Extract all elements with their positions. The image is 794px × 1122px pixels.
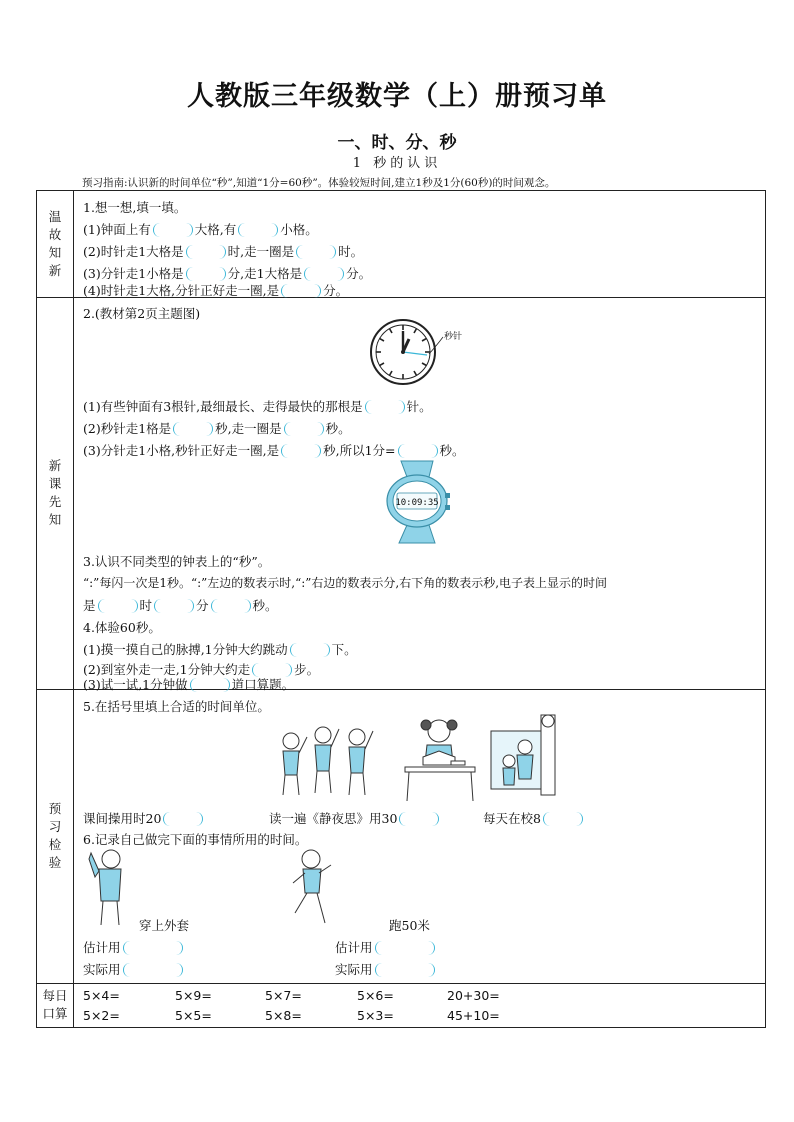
question-4-2: (2)到室外走一走,1分钟大约走 步。 — [83, 662, 320, 677]
answer-blank[interactable] — [186, 267, 226, 281]
question-1: 1.想一想,填一填。 — [83, 200, 187, 215]
new-lesson-label: 新课先知 — [37, 297, 74, 689]
daily-math-label: 每日口算 — [37, 983, 74, 1027]
answer-blank[interactable] — [153, 223, 193, 237]
daily-math-row — [37, 983, 765, 1027]
math-problem: 5×5= — [175, 1008, 212, 1023]
answer-blank[interactable] — [543, 812, 583, 826]
question-3: 3.认识不同类型的钟表上的“秒”。 — [83, 554, 271, 569]
answer-blank[interactable] — [123, 963, 183, 977]
answer-blank[interactable] — [281, 284, 321, 298]
preview-guide: 预习指南:认识新的时间单位“秒”,知道“1分=60秒”。体验较短时间,建立1秒及1分(60秒)的时间观念。 — [82, 177, 556, 189]
new-line-3: (3)分针走1小格,秒针正好走一圈,是 秒,所以1分= 秒。 — [83, 443, 465, 458]
task-label-coat: 穿上外套 — [139, 918, 190, 933]
worksheet-table — [36, 190, 766, 1028]
unit-title: 一、时、分、秒 — [337, 133, 457, 153]
analog-clock-figure — [369, 317, 481, 387]
running-child-figure — [289, 847, 337, 929]
answer-blank[interactable] — [304, 267, 344, 281]
question-3-text: “:”每闪一次是1秒。“:”左边的数表示时,“:”右边的数表示分,右下角的数表示秒,电子表上显示的时间 — [83, 576, 608, 590]
answer-blank[interactable] — [398, 444, 438, 458]
math-problem: 5×4= — [83, 988, 120, 1003]
math-problem: 5×2= — [83, 1008, 120, 1023]
coat-child-figure — [87, 847, 131, 929]
task-label-run: 跑50米 — [389, 918, 430, 933]
answer-blank[interactable] — [296, 245, 336, 259]
unit-fill-3: 每天在校8 — [483, 809, 585, 827]
digital-watch-figure — [379, 457, 459, 545]
new-line-1: (1)有些钟面有3根针,最细最长、走得最快的那根是 针。 — [83, 399, 432, 414]
review-row — [37, 191, 765, 298]
answer-blank[interactable] — [98, 599, 138, 613]
review-line-3: (3)分针走1小格是 分,走1大格是 分。 — [83, 266, 372, 281]
question-3-answer: 是 时 分 秒。 — [83, 598, 278, 613]
answer-blank[interactable] — [211, 599, 251, 613]
review-line-4: (4)时针走1大格,分针正好走一圈,是 分。 — [83, 283, 349, 298]
answer-blank[interactable] — [399, 812, 439, 826]
answer-blank[interactable] — [290, 643, 330, 657]
answer-blank[interactable] — [123, 941, 183, 955]
estimate-coat: 估计用 — [83, 938, 185, 956]
exercise-children-figure — [273, 715, 383, 801]
new-line-2: (2)秒针走1格是 秒,走一圈是 秒。 — [83, 421, 351, 436]
review-label: 温故知新 — [37, 191, 74, 297]
question-2: 2.(教材第2页主题图) — [83, 306, 201, 321]
answer-blank[interactable] — [238, 223, 278, 237]
question-6: 6.记录自己做完下面的事情所用的时间。 — [83, 832, 308, 847]
answer-blank[interactable] — [375, 963, 435, 977]
review-line-1: (1)钟面上有 大格,有 小格。 — [83, 222, 318, 237]
second-hand-label: 秒针 — [444, 332, 463, 342]
question-4: 4.体验60秒。 — [83, 620, 161, 635]
answer-blank[interactable] — [365, 400, 405, 414]
check-label: 预习检验 — [37, 689, 74, 983]
question-5: 5.在括号里填上合适的时间单位。 — [83, 699, 270, 714]
new-lesson-row — [37, 297, 765, 690]
actual-coat: 实际用 — [83, 960, 185, 978]
check-row — [37, 689, 765, 984]
answer-blank[interactable] — [375, 941, 435, 955]
math-problem: 5×9= — [175, 988, 212, 1003]
answer-blank[interactable] — [154, 599, 194, 613]
watch-display: 10:09:35 — [395, 498, 439, 508]
school-gate-figure — [489, 709, 563, 799]
answer-blank[interactable] — [281, 444, 321, 458]
actual-run: 实际用 — [335, 960, 437, 978]
math-problem: 5×3= — [357, 1008, 394, 1023]
estimate-run: 估计用 — [335, 938, 437, 956]
answer-blank[interactable] — [173, 422, 213, 436]
question-4-3: (3)试一试,1分钟做 道口算题。 — [83, 677, 295, 692]
math-problem: 20+30= — [447, 988, 500, 1003]
page-title: 人教版三年级数学（上）册预习单 — [187, 81, 607, 112]
question-4-1: (1)摸一摸自己的脉搏,1分钟大约跳动 下。 — [83, 642, 357, 657]
math-problem: 5×6= — [357, 988, 394, 1003]
math-problem: 5×7= — [265, 988, 302, 1003]
math-problem: 5×8= — [265, 1008, 302, 1023]
lesson-title: 1 秒的认识 — [352, 156, 442, 171]
answer-blank[interactable] — [163, 812, 203, 826]
answer-blank[interactable] — [284, 422, 324, 436]
unit-fill-1: 课间操用时20 — [83, 809, 205, 827]
review-line-2: (2)时针走1大格是 时,走一圈是 时。 — [83, 244, 364, 259]
math-problem: 45+10= — [447, 1008, 500, 1023]
reading-girl-figure — [401, 711, 481, 803]
answer-blank[interactable] — [186, 245, 226, 259]
unit-fill-2: 读一遍《静夜思》用30 — [269, 809, 441, 827]
